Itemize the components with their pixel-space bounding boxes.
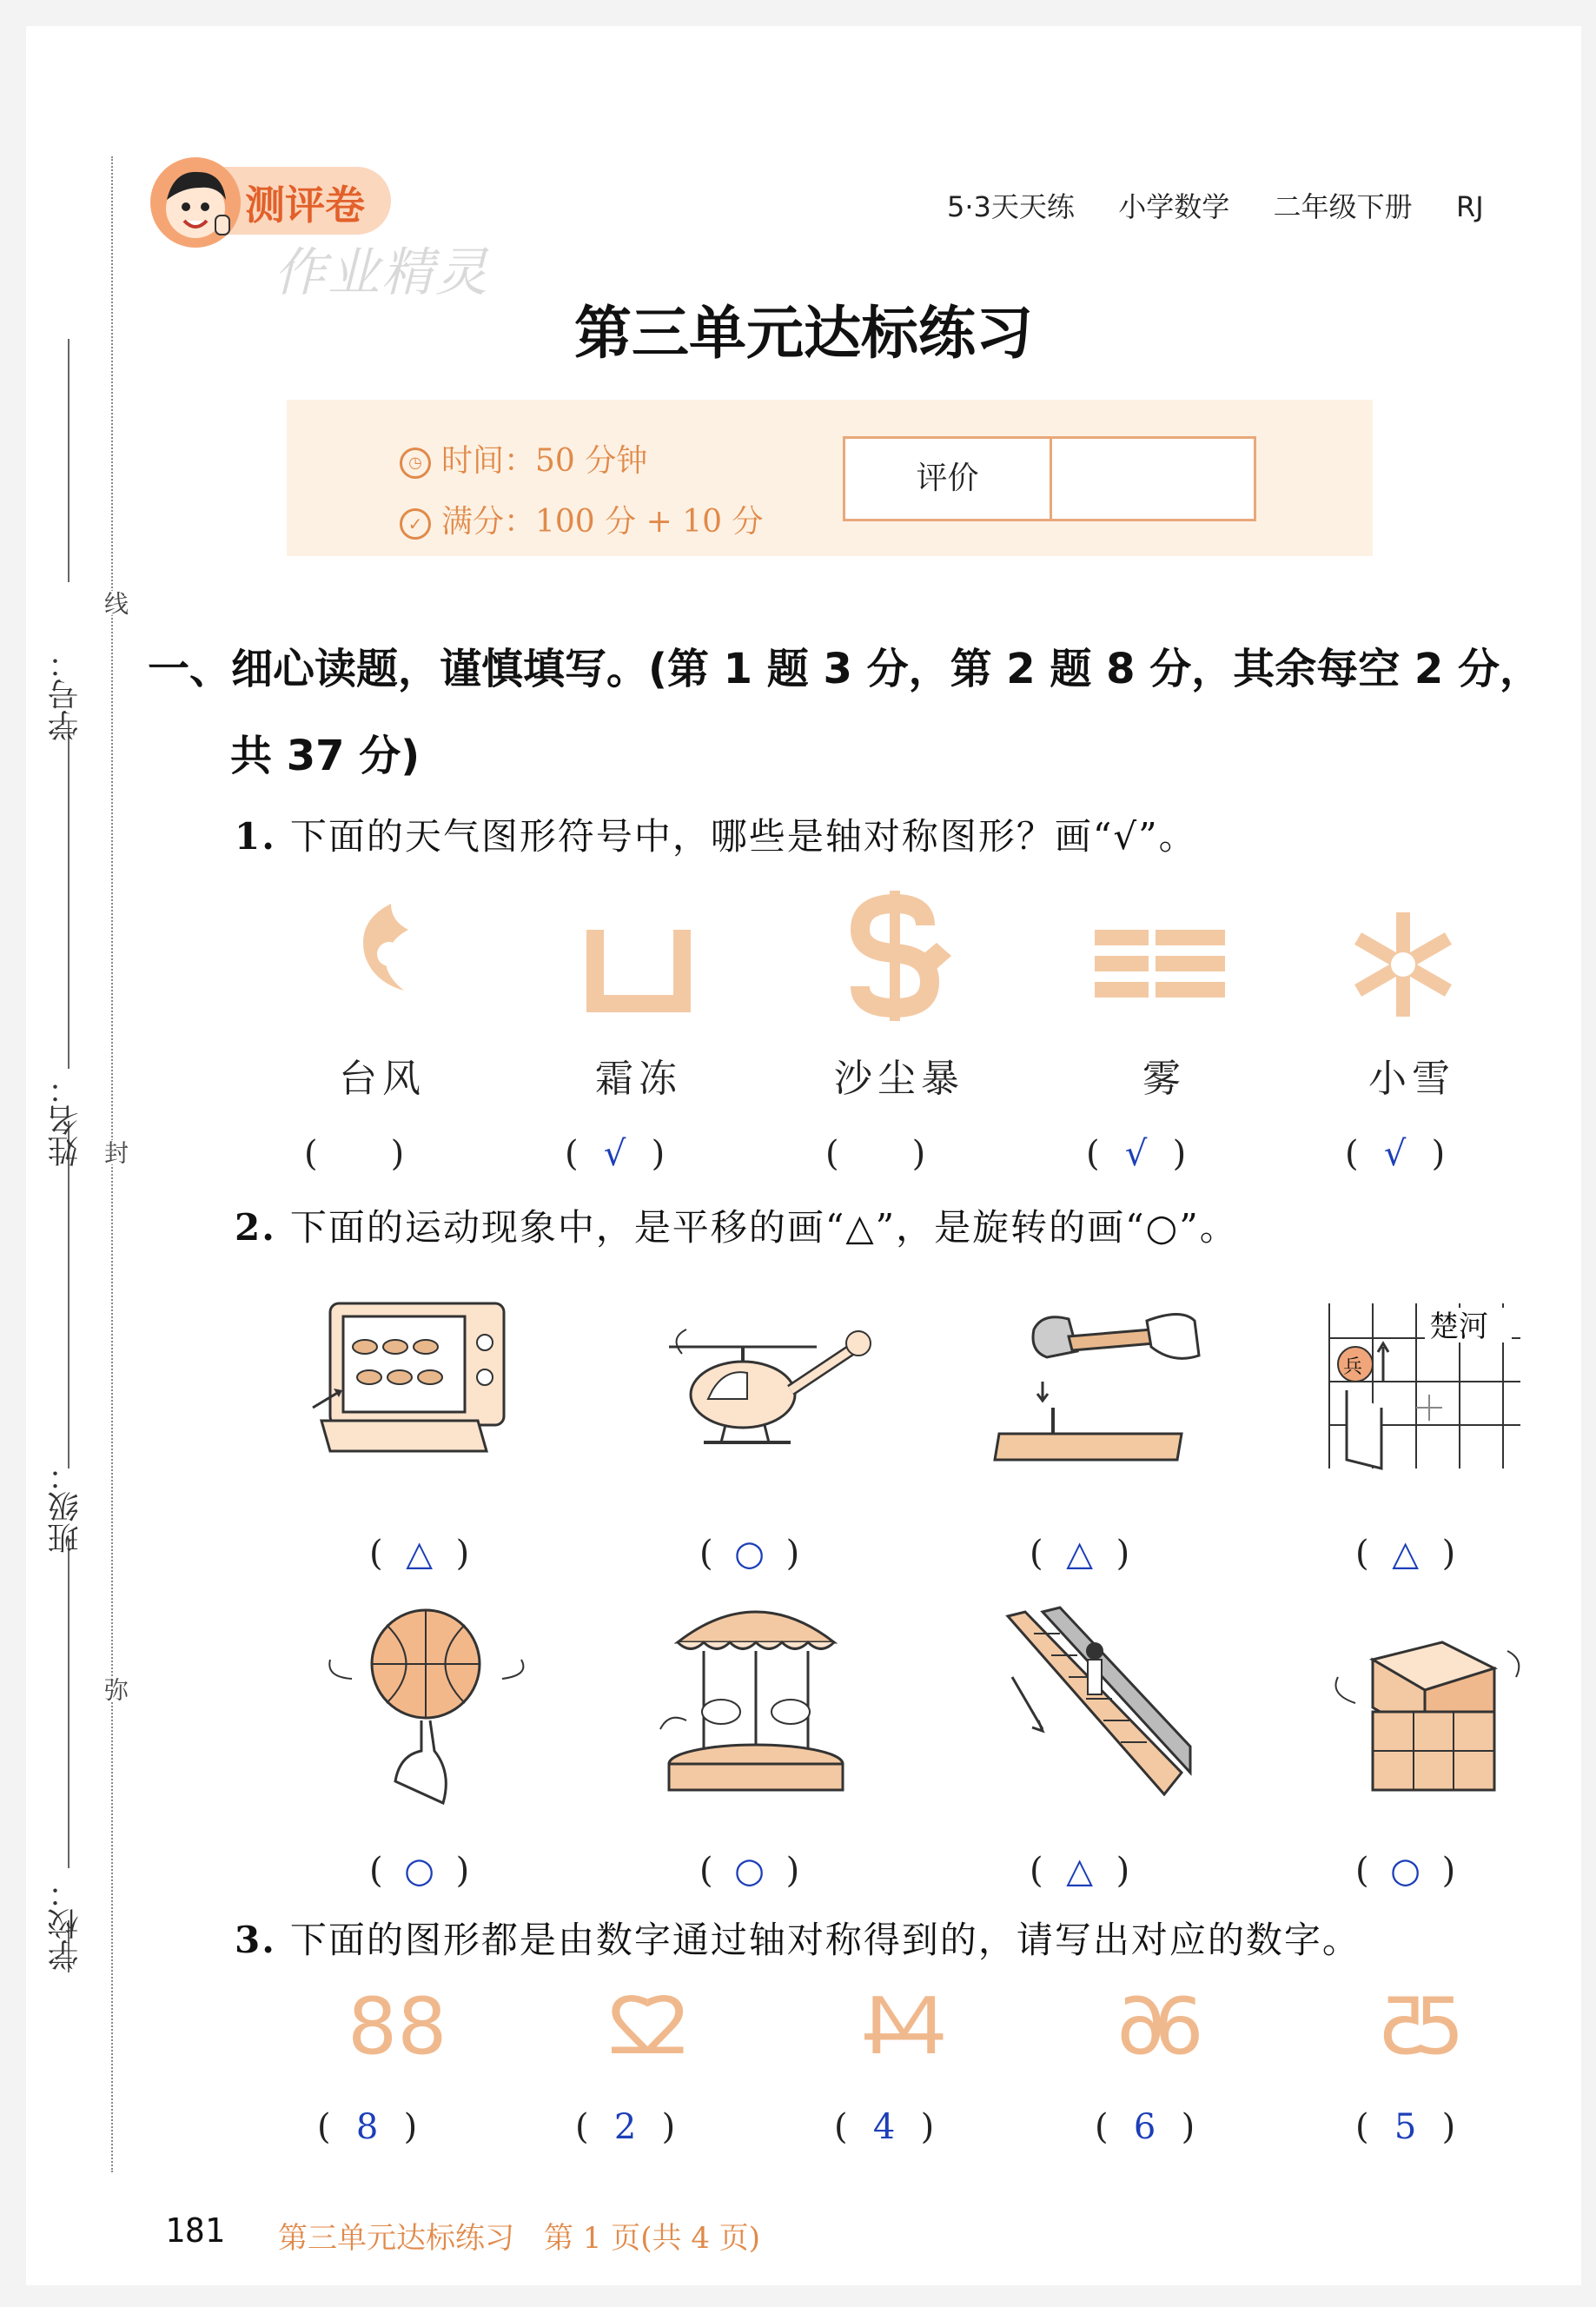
q3-answer-4[interactable]: ( 6 ): [1095, 2107, 1195, 2147]
badge-label: 测评卷: [245, 182, 365, 229]
q1-answer-snow-value: √: [1383, 1134, 1407, 1174]
q1-label-snow: 小雪: [1368, 1057, 1455, 1101]
q1-label-typhoon: 台风: [339, 1057, 426, 1101]
footer-text: 第三单元达标练习 第 1 页(共 4 页): [278, 2221, 761, 2256]
q2-answer-hammer-value: △: [1066, 1534, 1093, 1574]
q3-answer-3[interactable]: ( 4 ): [834, 2107, 935, 2147]
score-text: 满分：100 分 + 10 分: [441, 504, 764, 540]
q2-answer-oven-value: △: [406, 1534, 433, 1574]
q3-answer-1[interactable]: ( 8 ): [317, 2107, 418, 2147]
bind-label: 弥: [97, 1677, 132, 1701]
rubiks-cube-icon: [1321, 1608, 1529, 1799]
q2-answer-oven[interactable]: ( △ ): [369, 1534, 470, 1574]
q1-number: 1.: [235, 815, 276, 858]
sandstorm-icon: [834, 891, 956, 1021]
basketball-icon: [313, 1599, 539, 1807]
evaluation-box: [843, 436, 1256, 521]
q2-answer-cube[interactable]: ( ○ ): [1355, 1851, 1456, 1891]
q1-question: 下面的天气图形符号中，哪些是轴对称图形？画“√”。: [289, 815, 1197, 858]
q2-answer-helicopter[interactable]: ( ○ ): [699, 1534, 800, 1574]
q3-number: 3.: [235, 1919, 276, 1961]
q1-label-frost: 霜冻: [595, 1057, 682, 1101]
series-header: [947, 185, 1484, 225]
score-row: [400, 497, 763, 541]
q2-answer-carousel-value: ○: [734, 1851, 765, 1891]
q2-answer-hammer[interactable]: ( △ ): [1030, 1534, 1130, 1574]
hammer-icon: [982, 1303, 1208, 1468]
watermark: 作业精灵: [274, 242, 489, 303]
light-snow-icon: [1351, 912, 1455, 1017]
q3-answer-1-value: 8: [355, 2107, 379, 2147]
svg-text:楚河: 楚河: [1429, 1309, 1488, 1344]
frost-icon: [582, 921, 695, 1017]
q3-figure-3: 44: [860, 1981, 948, 2072]
typhoon-icon: [339, 895, 434, 1008]
page-title: 第三单元达标练习: [574, 299, 1033, 367]
section1-title-line1: 一、细心读题，谨慎填写。(第 1 题 3 分，第 2 题 8 分，其余每空 2 分，: [148, 645, 1542, 693]
q2-answer-chess-value: △: [1392, 1534, 1419, 1574]
name-label: 姓名：: [48, 1073, 83, 1167]
q3-answer-2-value: 2: [613, 2107, 637, 2147]
q3-text: [235, 1912, 1361, 1964]
seal-label: 封: [97, 1140, 132, 1164]
class-label: 班级：: [48, 1460, 83, 1554]
name-underline-3: [68, 1121, 70, 1468]
q2-answer-basketball-value: ○: [404, 1851, 435, 1891]
line-label: 线: [97, 591, 132, 615]
q2-answer-helicopter-value: ○: [734, 1534, 765, 1574]
evaluation-value[interactable]: [1052, 439, 1254, 519]
time-row: [400, 436, 647, 481]
q3-figure-5: 55: [1377, 1981, 1465, 2072]
q3-figure-2: 22: [604, 1981, 692, 2072]
helicopter-icon: [660, 1312, 877, 1460]
clock-icon: ◷: [400, 447, 431, 479]
q2-answer-escalator-value: △: [1066, 1851, 1093, 1891]
time-text: 时间：50 分钟: [441, 443, 648, 479]
q1-answer-snow[interactable]: ( √ ): [1345, 1134, 1446, 1174]
q2-answer-chess[interactable]: ( △ ): [1355, 1534, 1456, 1574]
q2-answer-carousel[interactable]: ( ○ ): [699, 1851, 800, 1891]
number-label: 学号：: [48, 647, 83, 741]
binding-dotted-line: [111, 156, 113, 2172]
q3-figure-1: 88: [348, 1981, 447, 2072]
escalator-icon: [990, 1599, 1199, 1807]
carousel-icon: [652, 1590, 860, 1807]
section1-title: [148, 626, 1541, 799]
q1-text: [235, 808, 1197, 860]
school-label: 学校：: [48, 1877, 83, 1971]
q3-answer-5[interactable]: ( 5 ): [1355, 2107, 1456, 2147]
q2-number: 2.: [235, 1206, 276, 1249]
worksheet-page: [26, 26, 1581, 2285]
page-number: 181: [165, 2211, 225, 2250]
chess-board-icon: [1312, 1295, 1520, 1477]
oven-icon: [304, 1295, 513, 1460]
chess-piece-label: 兵: [1343, 1356, 1363, 1378]
q1-answer-typhoon[interactable]: ( ): [304, 1134, 405, 1174]
q2-answer-escalator[interactable]: ( △ ): [1030, 1851, 1130, 1891]
q1-label-fog: 雾: [1142, 1057, 1186, 1101]
section1-title-line2: 共 37 分): [230, 732, 421, 780]
series-name: 5·3天天练: [947, 190, 1075, 223]
info-box: [287, 400, 1373, 556]
q3-answer-2[interactable]: ( 2 ): [575, 2107, 676, 2147]
name-underline-2: [68, 721, 70, 1069]
q2-answer-cube-value: ○: [1390, 1851, 1421, 1891]
q1-answer-frost[interactable]: ( √ ): [565, 1134, 666, 1174]
edition-name: RJ: [1455, 190, 1484, 223]
q1-answer-fog-value: √: [1124, 1134, 1148, 1174]
subject-name: 小学数学: [1118, 190, 1230, 223]
q2-question: 下面的运动现象中，是平移的画“△”，是旋转的画“○”。: [289, 1206, 1238, 1249]
q2-text: [235, 1199, 1238, 1251]
q1-answer-fog[interactable]: ( √ ): [1086, 1134, 1187, 1174]
q1-answer-sandstorm[interactable]: ( ): [825, 1134, 926, 1174]
q3-figure-4: 66: [1116, 1981, 1204, 2072]
name-underline-4: [68, 1538, 70, 1868]
grade-name: 二年级下册: [1273, 190, 1413, 223]
evaluation-label: 评价: [845, 439, 1052, 519]
q3-question: 下面的图形都是由数字通过轴对称得到的，请写出对应的数字。: [289, 1919, 1361, 1961]
check-icon: ✓: [400, 508, 431, 540]
cartoon-kid-icon: [148, 155, 243, 250]
q1-answer-frost-value: √: [603, 1134, 626, 1174]
q1-label-sandstorm: 沙尘暴: [834, 1057, 964, 1101]
q3-answer-3-value: 4: [872, 2107, 896, 2147]
fog-icon: [1095, 930, 1225, 999]
q3-answer-4-value: 6: [1133, 2107, 1156, 2147]
q2-answer-basketball[interactable]: ( ○ ): [369, 1851, 470, 1891]
q3-answer-5-value: 5: [1394, 2107, 1417, 2147]
name-underline-1: [68, 339, 70, 582]
